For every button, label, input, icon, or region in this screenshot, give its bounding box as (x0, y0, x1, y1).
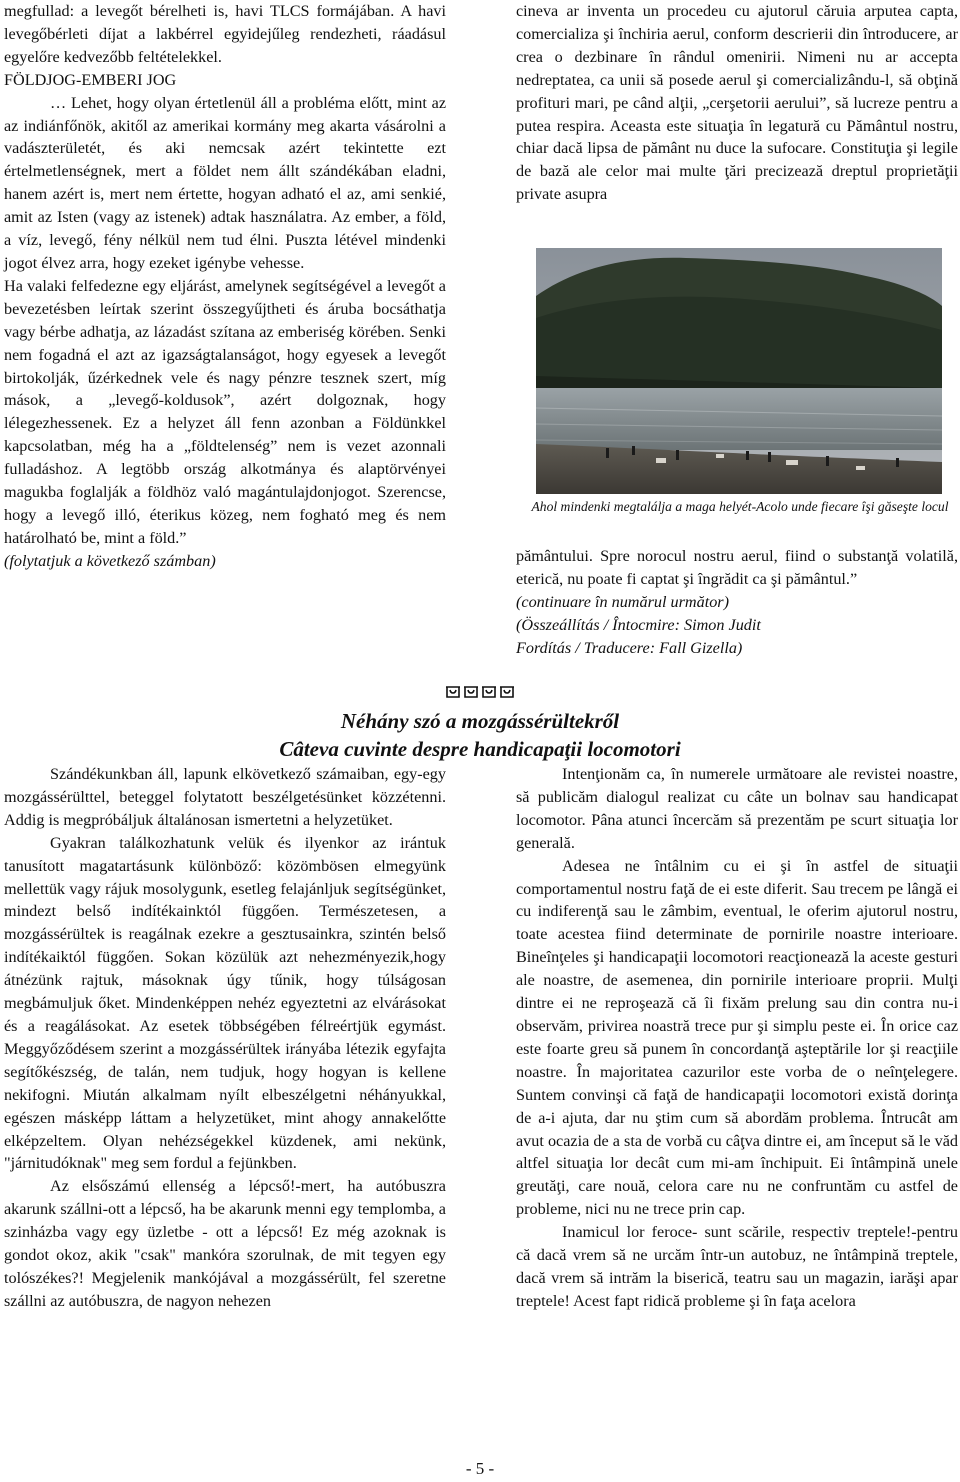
paragraph: megfullad: a levegőt bérelheti is, havi TLCS formájában. A havi levegőbérleti díjat a lakbérrel egyidejűleg rendezheti, ráadásul egyelőre kedvezőbb feltételekkel. (4, 2, 446, 66)
credits-compilation: (Összeállítás / Întocmire: Simon Judit (516, 615, 761, 634)
article-ro-top (516, 0, 958, 206)
lake-photo-image (536, 248, 942, 494)
paragraph: Intenţionăm ca, în numerele următoare ale revistei noastre, să publicăm dialogul realizat cu câte un bolnav sau handicapat locomotor. Pâna atunci încercăm să prezentăm pe scurt situaţia lor generală. (516, 765, 958, 852)
article-hu-top (4, 0, 446, 573)
page-number: - 5 - (465, 1459, 495, 1478)
credits-translation: Fordítás / Traducere: Fall Gizella) (516, 638, 743, 657)
paragraph: … Lehet, hogy olyan értetlenül áll a probléma előtt, mint az az indiánfőnök, akitől az amerikai kormány meg akarta vásárolni a vadászterületét, és aki nemcsak azért tekintette ezt értelmetlenségnek, mert a földet nem állt szándékában eladni, hanem azért is, mert nem értette, hogyan adható el az, ami senkié, amit az Isten (vagy az istenek) adtak használatra. Az ember, a föld, a víz, levegő, fény nélkül nem tud élni. Puszta létével mindenki jogot élvez arra, hogy ezeket igénybe vehesse. (4, 93, 446, 272)
ornament-icon (444, 684, 516, 700)
lake-photo (536, 248, 942, 494)
article-title-hu: Néhány szó a mozgássérültekről (340, 709, 620, 733)
continuation-note: (continuare în numărul următor) (516, 592, 729, 611)
article-ro-bottom (516, 763, 958, 1313)
paragraph: Az elsőszámú ellenség a lépcső!-mert, ha autóbuszra akarunk szállni-ott a lépcső, ha be akarunk menni egy templomba, a szinházba vagy egy üzletbe - ott a lépcső! Ez még azoknak is gondot okoz, akik "csak" mankóra szorulnak, de mit tegyen egy tolószékes?! Megjelenik mankójával a mozgássérült, fel szeretne szállni az autóbuszra, de nagyon nehezen (4, 1177, 446, 1310)
paragraph: Ha valaki felfedezne egy eljárást, amelynek segítségével a levegőt a bevezetésben leírtak szerint összegyűjtheti és áruba bocsáthatja vagy bérbe adhatja, az lázadást szítana az emberiség körében. Senki nem fogadná el azt az igazságtalanságot, hogy egyesek a levegőt birtokolják, űzérkednek vele és nagy pénzre tesznek szert, míg mások, a „levegő-koldusok”, azért dolgoznak, hogy lélegezhessenek. Ez a helyzet áll fenn azonban a Földünkkel kapcsolatban, még ha a „földtelenség” nem is vezet azonnali fulladáshoz. A legtöbb ország alkotmánya és alaptörvényei magukba foglalják a földhöz való magántulajdonjogot. Szerencse, hogy a levegő illó, éterikus közeg, nem fogható meg és nem határolható be, mint a föld.” (4, 276, 446, 547)
article-hu-bottom (4, 763, 446, 1313)
article-title-ro: Câteva cuvinte despre handicapaţii locomotori (279, 737, 681, 761)
continuation-note: (folytatjuk a következő számban) (4, 551, 216, 570)
article-ro-mid (516, 545, 958, 660)
paragraph: Adesea ne întâlnim cu ei şi în astfel de situaţii comportamentul nostru faţă de ei este diferit. Sau trecem pe lângă ei cu indiferenţă sau le zâmbim, eventual, le oferim ajutorul nostru, toate acestea fiind determinate de pornirile noastre interioare. Bineînţeles şi handicapaţii locomotori reacţionează la aceste gesturi ale noastre, de asemenea, din pornirile interioare proprii. Mulţi dintre ei ne reproşează că îi fixăm prelung sau din contra nu-i observăm, privirea noastră trece pur şi simplu peste ei. În orice caz este foarte greu să punem în concordanţă aşteptările lor şi reacţiile noastre. În majoritatea cazurilor este vorba de o neînţelegere. Suntem convinşi că faţă de handicapaţii locomotori există dorinţa de a-i ajuta, dar nu ştim cum să abordăm problema. Întrucât am avut ocazia de a sta de vorbă cu câţva dintre ei, am început să le văd altfel situaţia lor decât cum mi-am închipuit. Ei întâmpină unele greutăţi, care nouă, celora care nu ne confruntăm cu astfel de probleme, nici nu ne trece prin cap. (516, 856, 958, 1219)
paragraph: Szándékunkban áll, lapunk elkövetkező számaiban, egy-egy mozgássérülttel, beteggel folytatott beszélgetésünket közzétenni. Addig is megpróbáljuk általánosan ismertetni a helyzetüket. (4, 765, 446, 829)
ornament-divider (444, 684, 516, 700)
photo-caption: Ahol mindenki megtalálja a maga helyét-Acolo unde fiecare îşi găseşte locul (531, 499, 949, 514)
paragraph: pământului. Spre norocul nostru aerul, fiind o substanţă volatilă, eterică, nu poate fi captat şi îngrădit ca şi pământul.” (516, 547, 958, 588)
section-heading: FÖLDJOG-EMBERI JOG (4, 70, 177, 89)
paragraph: Gyakran találkozhatunk velük és ilyenkor az irántuk tanusított magatartásunk különböző: közömbösen elmegyünk mellettük vagy rájuk mosolygunk, esetleg felajánljuk segítségünket, mindezt belső indítékainktól függően. Természetesen, a mozgássérültek is reagálnak ezekre a gesztusainkra, szintén belső indítékaiktól függően. Sokan közülük azt nehezményezik,hogy átnézünk rajtuk, másoknak úgy tűnik, hogy túlságosan megbámuljuk őket. Mindenképpen nehéz egyeztetni az elvárásokat és a reagálásokat. Az esetek többségében félreértjük egymást. Meggyőződésem szerint a mozgássérültek irányába létezik egyfajta segítőkészség, de talán, nem tudjuk, hogy hogyan is kellene nekifogni. Miután alkalmam nyílt elbeszélgetni néhányukkal, egészen másképp láttam a helyzetüket, mint ahogy annakelőtte elképzeltem. Olyan nehézségekkel küzdenek, ami nekünk, "járnitudóknak" meg sem fordul a fejünkben. (4, 833, 446, 1173)
paragraph: Inamicul lor feroce- sunt scările, respectiv treptele!-pentru că dacă vrem să ne urcăm într-un autobuz, ne întâmpină treptele, dacă vrem să intrăm la biserică, teatru sau un magazin, iarăşi apar treptele! Acest fapt ridică probleme şi în faţa acelora (516, 1223, 958, 1310)
paragraph: cineva ar inventa un procedeu cu ajutorul căruia arputea capta, comercializa şi închiria aerul, conform descrierii din întroducere, ar crea o dezbinare în rândul omenirii. Nimeni nu ar accepta nedreptatea, ca unii să posede aerul şi comercializându-l, să obţină profituri mari, pe când alţii, „cerşetorii aerului”, să lucreze pentru a putea respira. Aceasta este situaţia în legatură cu Pământul nostru, chiar dacă lipsa de pământ nu duce la sufocare. Constituţia şi legile de bază ale celor mai multe ţări precizează dreptul proprietăţii private asupra (516, 2, 958, 204)
